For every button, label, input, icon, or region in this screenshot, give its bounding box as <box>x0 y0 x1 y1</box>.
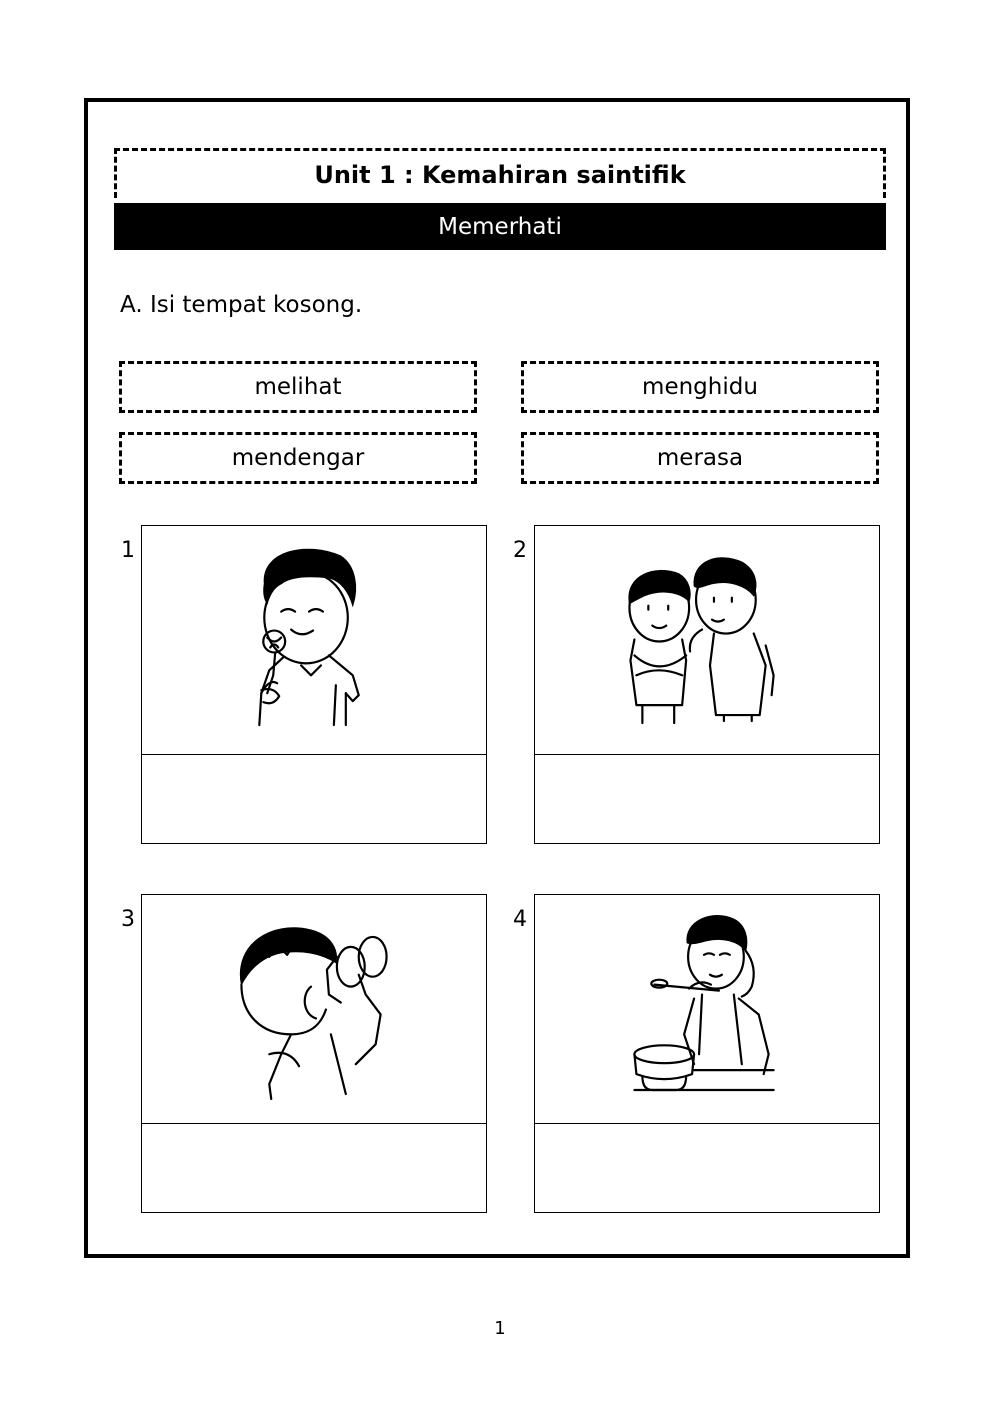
question-card <box>534 525 880 844</box>
section-heading: Memerhati <box>114 203 886 250</box>
instruction-text: A. Isi tempat kosong. <box>120 292 363 318</box>
word-bank-item: menghidu <box>521 361 879 413</box>
question-number: 4 <box>513 907 527 932</box>
boys-whispering-icon <box>535 526 879 755</box>
answer-field[interactable] <box>142 755 490 845</box>
answer-field[interactable] <box>535 1124 883 1214</box>
woman-tasting-food-icon <box>535 895 879 1124</box>
word-bank-item: melihat <box>119 361 477 413</box>
girl-smelling-flower-icon <box>142 526 486 755</box>
unit-title: Unit 1 : Kemahiran saintifik <box>114 148 886 198</box>
page-number: 1 <box>494 1318 506 1339</box>
answer-field[interactable] <box>535 755 883 845</box>
word-bank-item: mendengar <box>119 432 477 484</box>
answer-field[interactable] <box>142 1124 490 1214</box>
question-number: 1 <box>121 538 135 563</box>
boy-with-binoculars-icon <box>142 895 486 1124</box>
question-card <box>534 894 880 1213</box>
question-number: 2 <box>513 538 527 563</box>
question-number: 3 <box>121 907 135 932</box>
question-card <box>141 525 487 844</box>
question-card <box>141 894 487 1213</box>
word-bank-item: merasa <box>521 432 879 484</box>
